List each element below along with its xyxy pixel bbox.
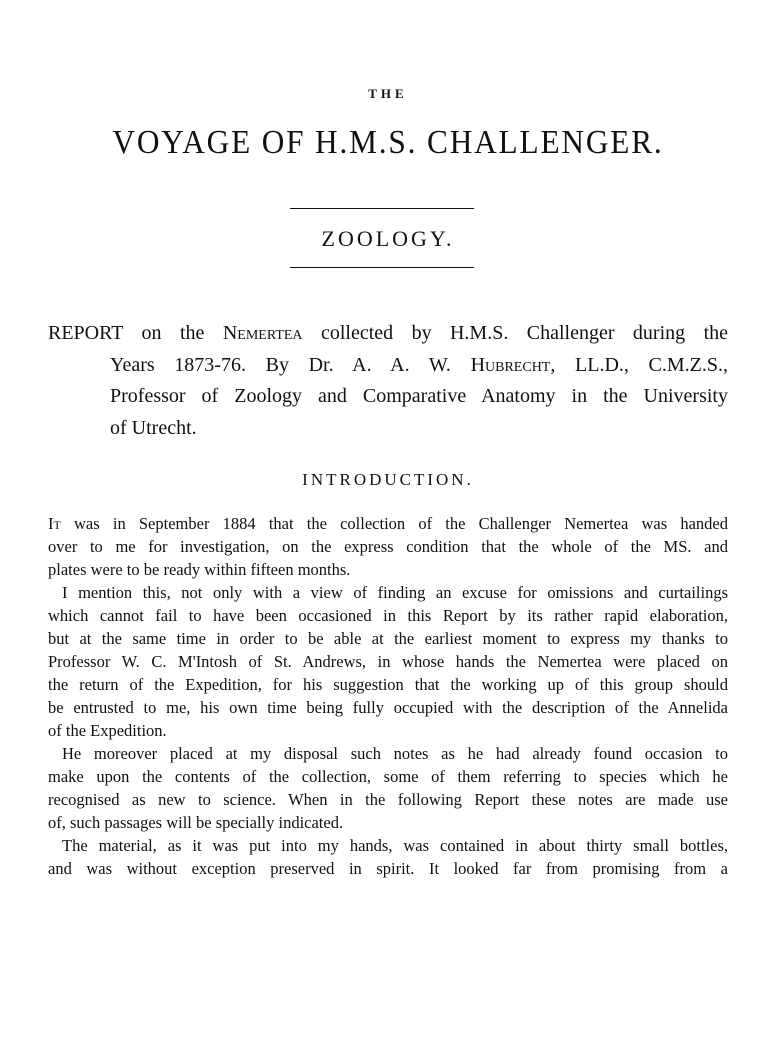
body-line: plates were to be ready within fifteen months. <box>48 560 351 579</box>
hubrecht-smallcaps: Hubrecht <box>470 353 551 376</box>
report-line: REPORT on the Nemertea collected by H.M.S. Challenger during the <box>48 322 728 344</box>
body-line: The material, as it was put into my hands, was contained in about thirty small bottles, <box>62 836 728 855</box>
section-title: ZOOLOGY. <box>321 226 455 251</box>
body-line: of, such passages will be specially indicated. <box>48 813 344 832</box>
body-line: make upon the contents of the collection, some of them referring to species which he <box>48 767 728 786</box>
body-line: I mention this, not only with a view of finding an excuse for omissions and curtailings <box>62 583 728 602</box>
report-line: Professor of Zoology and Comparative Anatomy in the University <box>110 385 728 407</box>
body-line: be entrusted to me, his own time being fully occupied with the description of the Annelida <box>48 698 728 717</box>
body-line: recognised as new to science. When in the following Report these notes are made use <box>48 790 728 809</box>
report-heading <box>48 318 728 444</box>
nemertea-smallcaps: Nemertea <box>222 322 303 344</box>
body-line: the return of the Expedition, for his suggestion that the working up of this group should <box>48 675 728 694</box>
introduction-body <box>48 512 728 880</box>
body-line: of the Expedition. <box>48 721 167 740</box>
report-line: of Utrecht. <box>110 416 197 439</box>
body-line: but at the same time in order to be able at the earliest moment to express my thanks to <box>48 629 728 648</box>
body-line: which cannot fail to have been occasioned in this Report by its rather rapid elaboration, <box>48 606 728 625</box>
introduction-heading: INTRODUCTION. <box>302 470 474 489</box>
header-the: THE <box>368 86 408 101</box>
top-rule <box>290 208 474 209</box>
body-line: and was without exception preserved in spirit. It looked far from promising from a <box>48 859 728 878</box>
body-line: over to me for investigation, on the express condition that the whole of the MS. and <box>48 537 728 556</box>
main-title: VOYAGE OF H.M.S. CHALLENGER. <box>112 124 664 161</box>
body-line: He moreover placed at my disposal such notes as he had already found occasion to <box>62 744 728 763</box>
body-line: It was in September 1884 that the collection of the Challenger Nemertea was handed <box>48 514 728 533</box>
report-line: Years 1873-76. By Dr. A. A. W. Hubrecht, LL.D., C.M.Z.S., <box>110 353 729 376</box>
body-line: Professor W. C. M'Intosh of St. Andrews, in whose hands the Nemertea were placed on <box>48 652 728 671</box>
first-word: It <box>48 514 61 533</box>
bottom-rule <box>290 267 474 268</box>
